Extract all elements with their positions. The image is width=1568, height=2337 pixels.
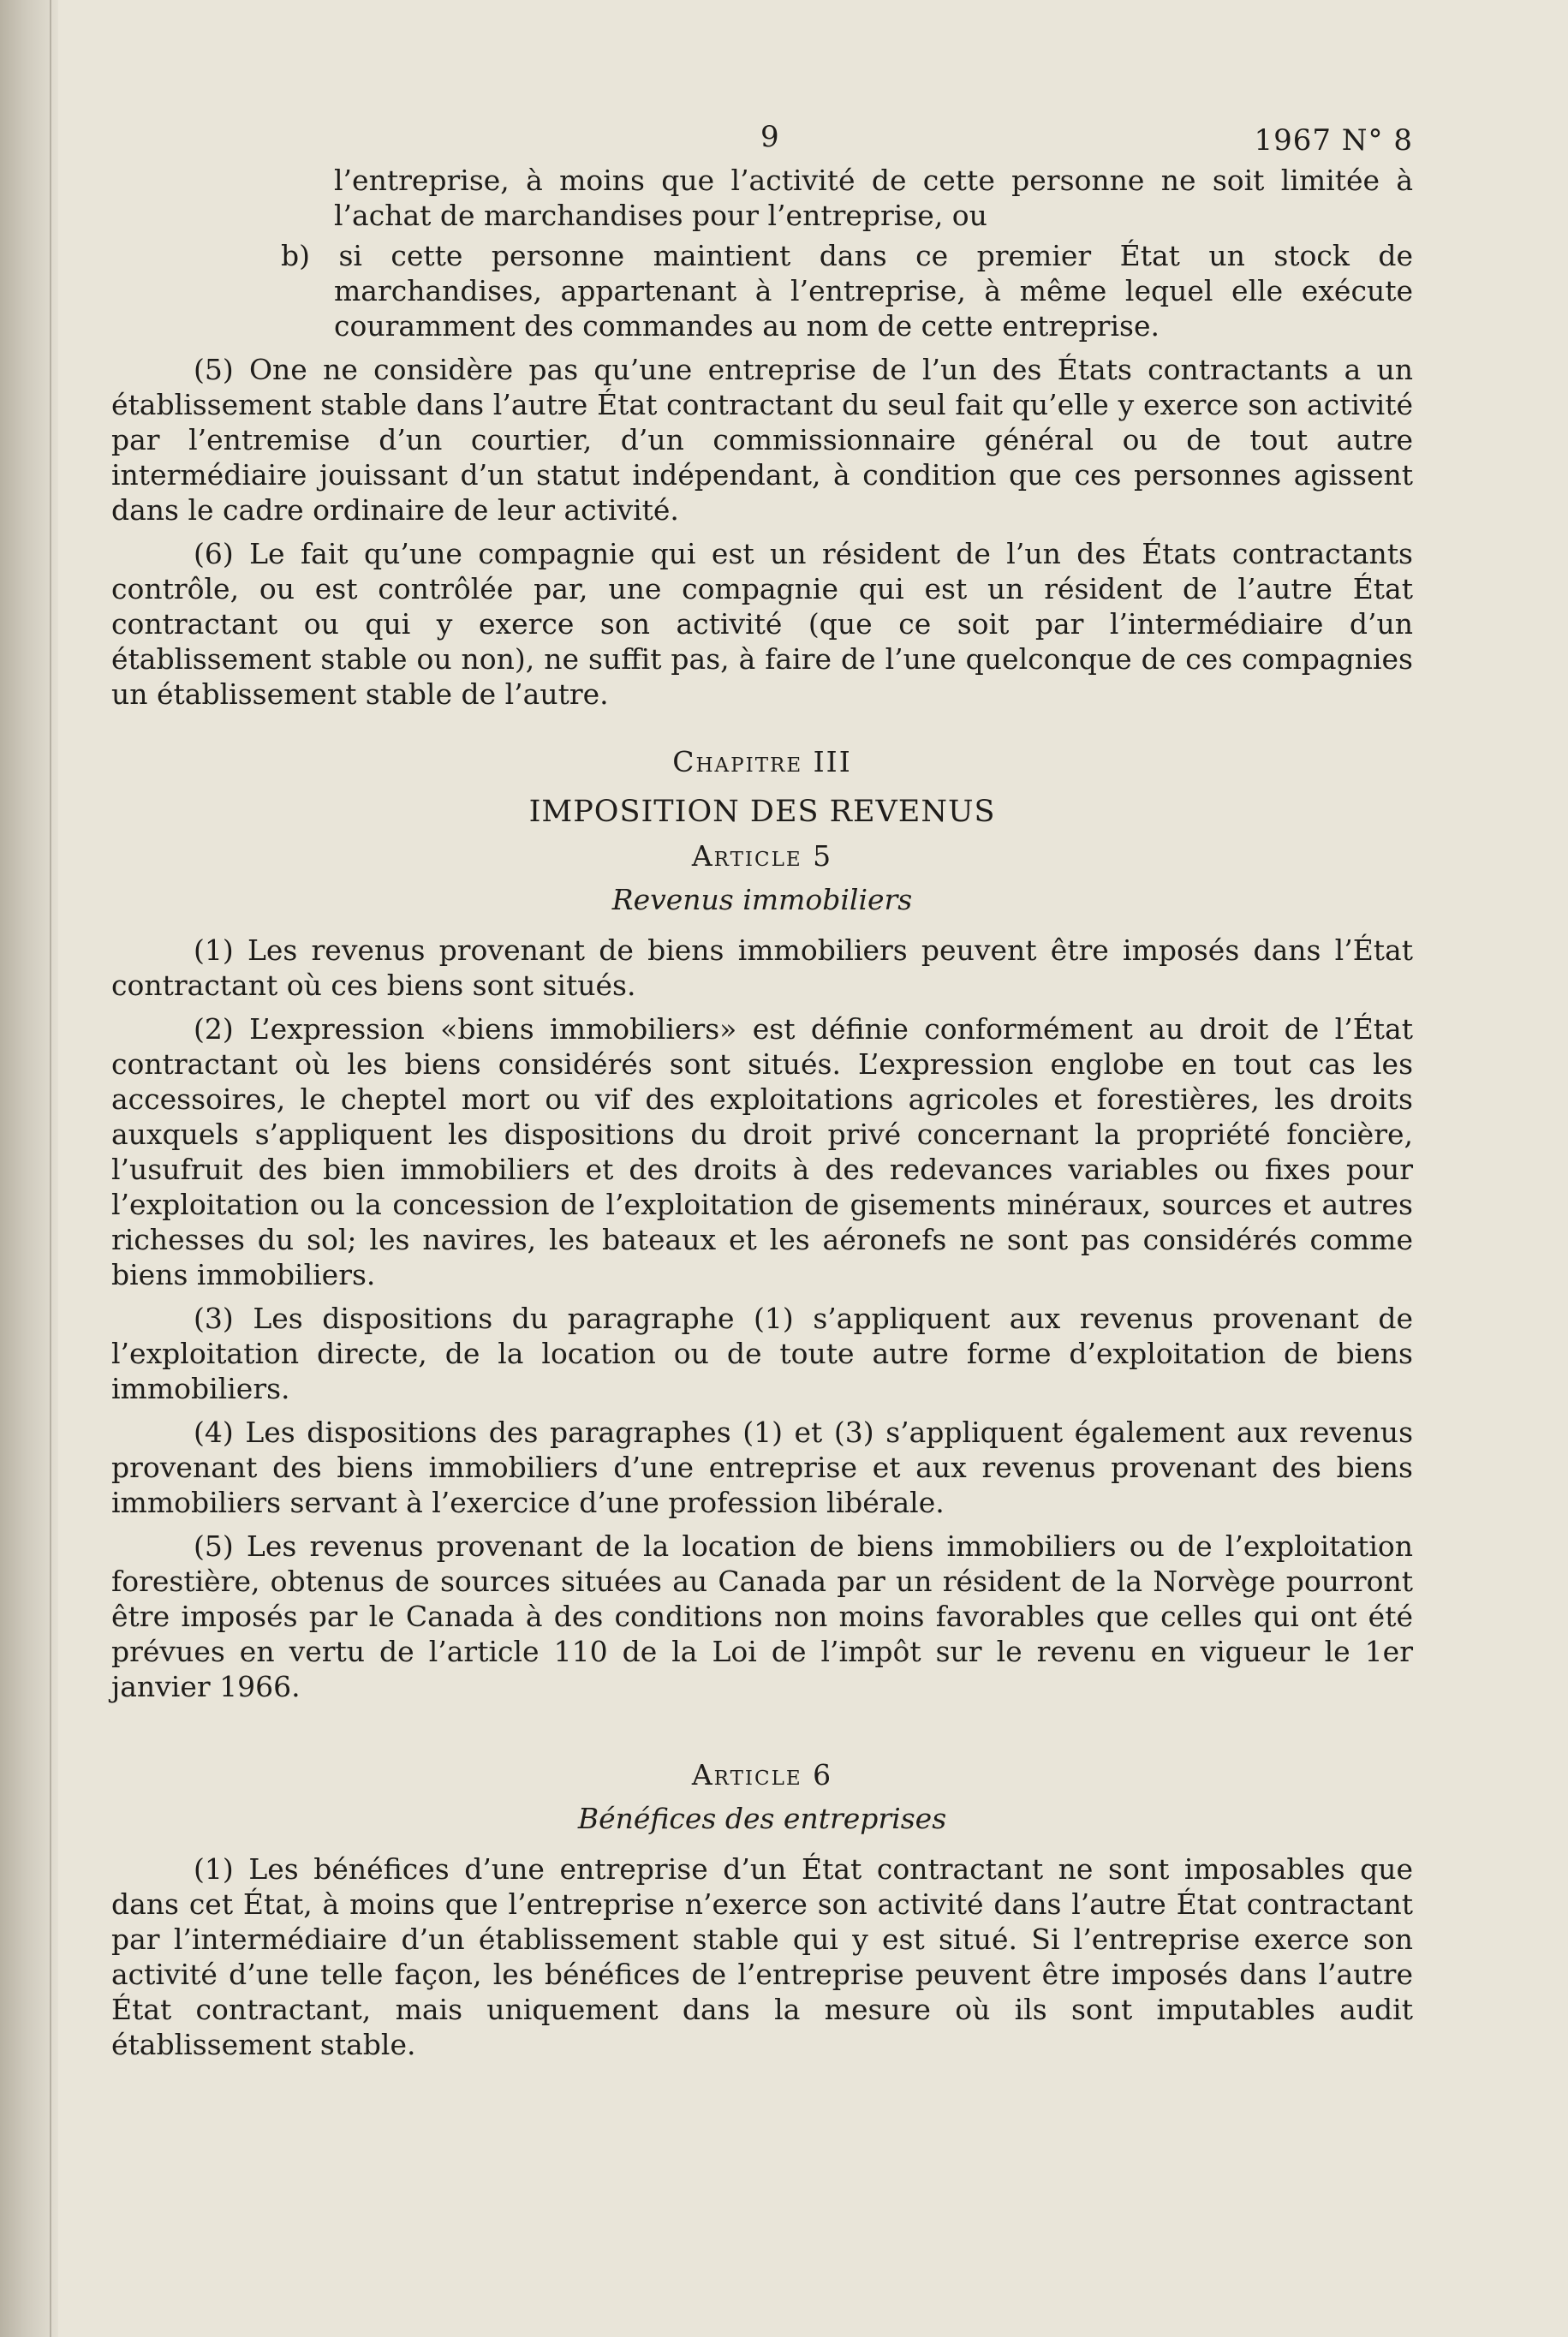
article-5-paragraph-4: (4) Les dispositions des paragraphes (1) et (3) s’appliquent également aux revenus provenant des biens immobiliers d’une entreprise et aux revenus provenant des biens immobiliers servant à l’exercice d’une profession libérale. — [111, 1416, 1413, 1519]
continued-text: l’entreprise, à moins que l’activité de cette personne ne soit limitée à l’achat de marchandises pour l’entreprise, ou — [334, 164, 1413, 232]
item-b: b) si cette personne maintient dans ce premier État un stock de marchandises, appartenant à l’entreprise, à même lequel elle exécute couramment des commandes au nom de cette entreprise. — [281, 239, 1413, 343]
statute-reference: 1967 N° 8 — [1254, 123, 1413, 158]
article-6-subtitle: Bénéfices des entreprises — [577, 1802, 947, 1835]
article-5-paragraph-2: (2) L’expression «biens immobiliers» est définie conformément au droit de l’État contractant où les biens considérés sont situés. L’expression englobe en tout cas les accessoires, le cheptel mort ou vif des exploitations agricoles et forestières, les droits auxquels s’appliquent les dispositions du droit privé concernant la propriété foncière, l’usufruit des bien immobiliers et des droits à des redevances variables ou fixes pour l’exploitation ou la concession de l’exploitation de gisements minéraux, sources et autres richesses du sol; les navires, les bateaux et les aéronefs ne sont pas considérés comme biens immobiliers. — [111, 1012, 1413, 1291]
article-5-paragraph-1: (1) Les revenus provenant de biens immobiliers peuvent être imposés dans l’État contractant où ces biens sont situés. — [111, 933, 1413, 1002]
paragraph-5: (5) One ne considère pas qu’une entreprise de l’un des États contractants a un établissement stable dans l’autre État contractant du seul fait qu’elle y exerce son activité par l’entremise d’un courtier, d’un commissionnaire général ou de tout autre intermédiaire jouissant d’un statut indépendant, à condition que ces personnes agissent dans le cadre ordinaire de leur activité. — [111, 353, 1413, 527]
article-5-paragraph-5: (5) Les revenus provenant de la location de biens immobiliers ou de l’exploitation forestière, obtenus de sources situées au Canada par un résident de la Norvège pourront être imposés par le Canada à des conditions non moins favorables que celles qui ont été prévues en vertu de l’article 110 de la Loi de l’impôt sur le revenu en vigueur le 1er janvier 1966. — [111, 1529, 1413, 1703]
article-6-paragraph-1: (1) Les bénéfices d’une entreprise d’un État contractant ne sont imposables que dans cet État, à moins que l’entreprise n’exerce son activité dans l’autre État contractant par l’intermédiaire d’un établissement stable qui y est situé. Si l’entreprise exerce son activité d’une telle façon, les bénéfices de l’entreprise peuvent être imposés dans l’autre État contractant, mais uniquement dans la mesure où ils sont imputables audit établissement stable. — [111, 1852, 1413, 2061]
binding-edge — [50, 0, 51, 2337]
document-page — [111, 111, 1413, 2062]
article-5-subtitle: Revenus immobiliers — [611, 883, 913, 916]
page-number: 9 — [760, 120, 779, 154]
article-5-label: Article 5 — [691, 839, 833, 873]
article-5-paragraph-3: (3) Les dispositions du paragraphe (1) s’appliquent aux revenus provenant de l’exploitation directe, de la location ou de toute autre forme d’exploitation de biens immobiliers. — [111, 1302, 1413, 1405]
paragraph-6: (6) Le fait qu’une compagnie qui est un résident de l’un des États contractants contrôle, ou est contrôlée par, une compagnie qui est un résident de l’autre État contractant ou qui y exerce son activité (que ce soit par l’intermédiaire d’un établissement stable ou non), ne suffit pas, à faire de l’une quelconque de ces compagnies un établissement stable de l’autre. — [111, 537, 1413, 711]
article-6-label: Article 6 — [691, 1758, 833, 1792]
chapter-title: IMPOSITION DES REVENUS — [528, 795, 996, 829]
page-header — [111, 111, 1413, 163]
chapter-label: Chapitre III — [672, 745, 852, 778]
